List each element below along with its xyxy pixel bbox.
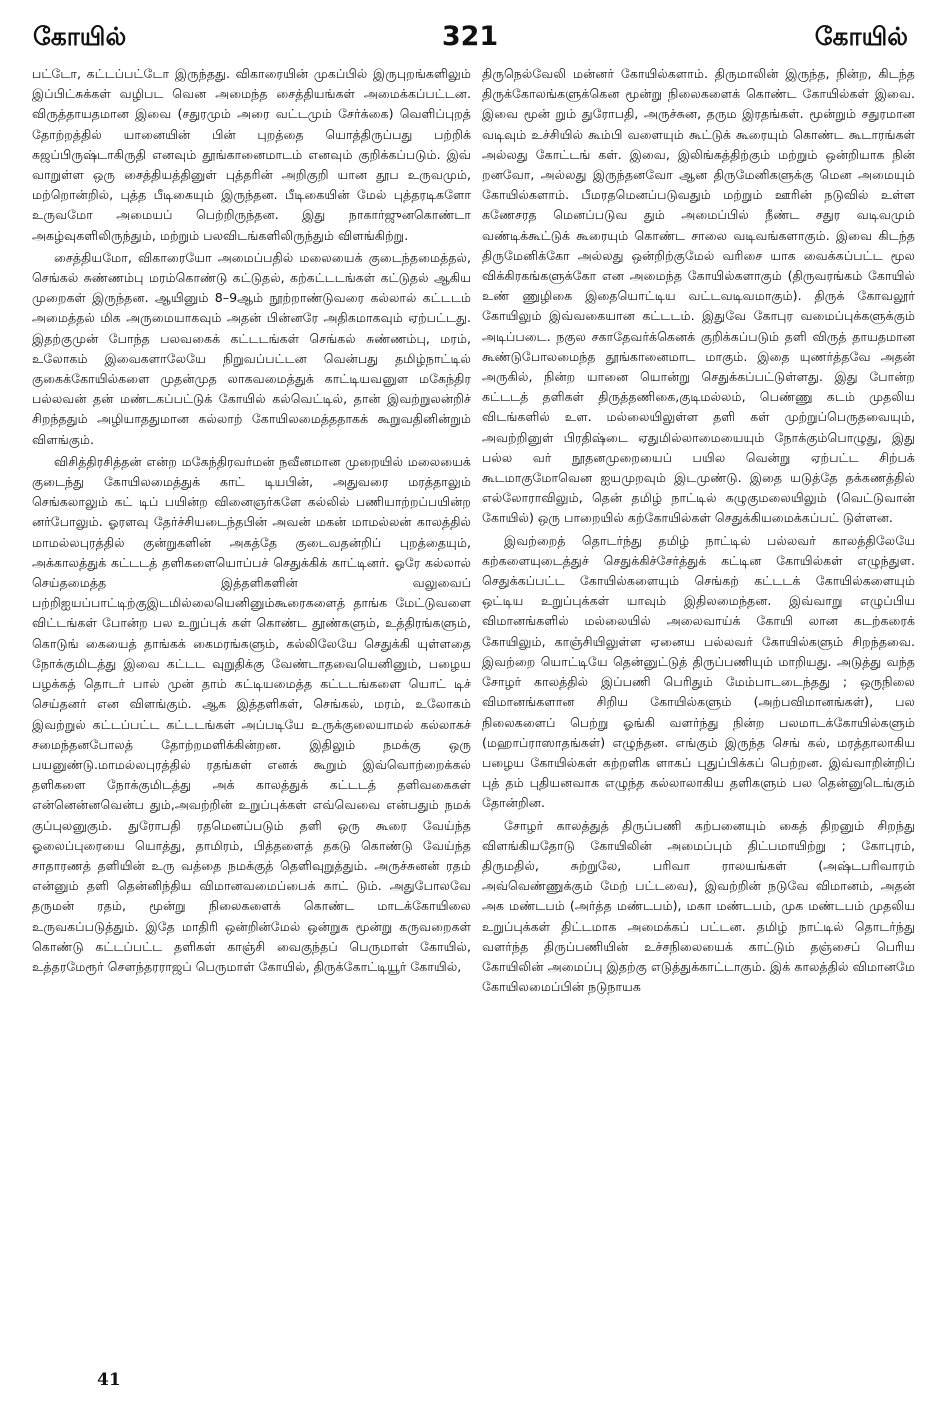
folio-number: 41 [97, 1370, 121, 1390]
running-head-right: கோயில் [814, 22, 908, 51]
paragraph: இவற்றைத் தொடர்ந்து தமிழ் நாட்டில் பல்லவர் காலத்திலேயே கற்களையுடைத்துச் செதுக்கிச்சேர்த்துக் கட்டின கோயில்கள் எழுந்துள. செதுக்கப்பட்ட கோயில்களையும் செங்கற் கட்டடக் கோயில்களையும் ஒட்டிய உறுப்புக்கள் யாவும் இதிலமைந்தன. இவ்வாறு எழுப்பிய விமானங்களில் மல்லையில் அலைவாய்க் கோயி லான கடற்கரைக் கோயிலும், காஞ்சியிலுள்ள ஏனைய பல்லவர் கோயில்களும் சிறந்தவை. இவற்றை யொட்டியே தென்னுட்டுத் திருப்பணியும் மாறியது. அடுத்து வந்த சோழர் காலத்தில் இப்பணி பெரிதும் மேம்பாடடைந்தது ; ஒருநிலை விமானங்களான சிறிய கோயில்களும் (அற்பவிமானங்கள்), பல நிலைகளைப் பெற்று ஓங்கி வளர்ந்து நின்ற பலமாடக்கோயில்களும் (மஹாப்ராஸாதங்கள்) எழுந்தன. எங்கும் இருந்த செங் கல், மரத்தாலாகிய பழைய கோயில்கள் கற்றளிக ளாகப் புதுப்பிக்கப் பெற்றன. இவ்வாறின்றிப் புத் தம் புதியனவாக எழுந்த கல்லாலாகிய தளிகளும் பல தென்னுடெங்கும் தோன்றின. [482, 532, 915, 811]
running-head-left: கோயில் [33, 22, 127, 51]
left-column [32, 64, 471, 1374]
paragraph: சைத்தியமோ, விகாரையோ அமைப்பதில் மலையைக் குடைந்தமைத்தல், செங்கல் சுண்ணம்பு மரம்கொண்டு கட்டுதல், கற்கட்டடங்கள் கட்டுதல் ஆகிய முறைகள் இருந்தன. ஆயினும் 8–9ஆம் நூற்றாண்டுவரை கல்லால் கட்டடம் அமைத்தல் மிக அருமையாகவும் அதன் பின்னரே அதிகமாகவும் ஏற்பட்டது. இதற்குமுன் போந்த பலவகைக் கட்டடங்கள் செங்கல் சுண்ணம்பு, மரம், உலோகம் இவைகளாலேயே நிறுவப்பட்டன வென்பது தமிழ்நாட்டில் குகைக்கோயில்களை முதன்முத லாகவமைத்துக் காட்டியவனுள மகேந்திர பல்லவன் தன் மண்டகப்பட்டுக் கோயில் கல்வெட்டில், தான் இவற்றுலன்றிச் சிறந்ததும் அழியாததுமான கல்லாற் கோயிலமைத்ததாகக் கூறுவதினின்றும் விளங்கும். [32, 249, 471, 447]
paragraph: விசித்திரசித்தன் என்ற மகேந்திரவர்மன் நவீனமான முறையில் மலையைக் குடைந்து கோயிலமைத்துக் காட் டியபின், அதுவரை மரத்தாலும் செங்கலாலும் கட் டிப் பயின்ற வினைஞர்களே கல்லில் பணியாற்றப்பயின்ற னர்போலும். ஓரளவு தேர்ச்சியடைந்தபின் அவன் மகன் மாமல்லன் காலத்தில் மாமல்லபுரத்தில் குன்றுகளின் அகத்தே குடைவதன்றிப் புறத்தையும், அக்காலத்துக் கட்டடத் தளிகளையொப்பச் செதுக்கிக் காட்டினர். ஓரே கல்லால் செய்தமைத்த இத்தளிகளின் வலுவைப் பற்றிஐயப்பாட்டிற்குஇடமில்லையெனினும்கூரைகளைத் தாங்க மேட்டுவளை விட்டங்கள் போன்ற பல உறுப்புக் கள் கொண்ட தூண்களும், உத்திரங்களும், கொடுங் கையைத் தாங்கக் கைமரங்களும், கல்லிலேயே செதுக்கி யுள்ளதை நோக்குமிடத்து இவை கட்டட வுறுதிக்கு வேண்டாதவையெனினும், பழைய பழக்கத் தொடர் பால் முன் தாம் கட்டியமைத்த கட்டடங்களை யொட் டிச் செய்தனர் என விளங்கும். ஆக இத்தளிகள், செங்கல், மரம், உலோகம் இவற்றுல் கட்டப்பட்ட கட்டடங்கள் அப்படியே உருக்குலையாமல் கல்லாகச் சமைந்தனபோலத் தோற்றமளிக்கின்றன. இதிலும் நமக்கு ஒரு பயனுண்டு.மாமல்லபுரத்தில் ரதங்கள் எனக் கூறும் இவ்வொற்றைக்கல் தளிகளை நோக்குமிடத்து அக் காலத்துக் கட்டடத் தளிவகைகள் என்னென்னவென்ப தும்,அவற்றின் உறுப்புக்கள் எவ்வெவை என்பதும் நமக் குப்புலனுகும். துரோபதி ரதமெனப்படும் தளி ஒரு கூரை வேய்ந்த ஓலைப்புரையை யொத்து, தாமிரம், பித்தளைத் தகடு கொண்டு வேய்ந்த சாதாரணத் தளியின் உரு வத்தை நமக்குத் தெளிவுறுத்தும். அருச்சுனன் ரதம் என்னும் தளி தென்னிந்திய விமானவமைப்பைக் காட் டும். அதுபோலவே தருமன் ரதம், மூன்று நிலைகளைக் கொண்ட மாடக்கோயிலை உருவகப்படுத்தும். இதே மாதிரி ஒன்றின்மேல் ஒன்றுக மூன்று கருவறைகள் கொண்டு கட்டப்பட்ட தளிகள் காஞ்சி வைகுந்தப் பெருமாள் கோயில், உத்தரமேரூர் சௌந்தரராஜப் பெருமாள் கோயில், திருக்கோட்டியூர் கோயில், [32, 453, 471, 974]
paragraph: பட்டோ, கட்டப்பட்டோ இருந்தது. விகாரையின் முகப்பில் இருபுறங்களிலும் இப்பிட்சுக்கள் வழிபட வென அமைந்த சைத்தியங்கள் அமைக்கப்பட்டன. விருத்தாயதமான இவை (சதுரமும் அரை வட்டமும் சேர்க்கை) வெளிப்புறத் தோற்றத்தில் யானையின் பின் புறத்தை யொத்திருப்பது பற்றிக் கஜப்பிருஷ்டாகிருதி எனவும் தூங்கானைமாடம் எனவும் குறிக்கப்படும். இவ் வாறுள்ள ஒரு சைத்தியத்தினுள் புத்தரின் அறிகுறி யான தூப உருவமும், மற்றொன்றில், புத்த பீடிகையும் இருந்தன. பீடிகையின் மேல் புத்தரடிகளோ உருவமோ அமையப் பெற்றிருந்தன. இது நாகார்ஜுனகொண்டா அகழ்வுகளிலிருந்தும், மற்றும் பலவிடங்களிலிருந்தும் விளங்கிற்று. [32, 66, 471, 243]
right-column [482, 64, 915, 1374]
page-number: 321 [441, 21, 499, 52]
paragraph: சோழர் காலத்துத் திருப்பணி கற்பனையும் கைத் திறனும் சிறந்து விளங்கியதோடு கோயிலின் அமைப்பும் திட்பமாயிற்று ; கோபுரம், திருமதில், சுற்றுலே, பரிவா ராலயங்கள் (அஷ்டபரிவாரம் அவ்வெண்ணுக்கும் மேற் பட்டவை), இவற்றின் நடுவே விமானம், அதன் அக மண்டபம் (அர்த்த மண்டபம்), மகா மண்டபம், முக மண்டபம் முதலிய உறுப்புக்கள் திட்டமாக அமைக்கப் பட்டன. தமிழ் நாட்டில் தொடர்ந்து வளர்ந்த திருப்பணியின் உச்சநிலையைக் காட்டும் தஞ்சைப் பெரிய கோயிலின் அமைப்பு இதற்கு எடுத்துக்காட்டாகும். இக் காலத்தில் விமானமே கோயிலமைப்பின் நடுநாயக [482, 817, 915, 995]
paragraph: திருநெல்வேலி மன்னர் கோயில்களாம். திருமாலின் இருந்த, நின்ற, கிடந்த திருக்கோலங்களுக்கென மூன்று நிலைகளைக் கொண்ட கோயில்கள் இவை. இவை மூன் றும் துரோபதி, அருச்சுன, தரும இரதங்கள். மூன்றும் சதுரமான வடிவும் உச்சியில் கூம்பி வளையும் கூட்டுக் கூரையும் கொண்ட கூடாரங்கள் அல்லது கோட்டங் கள். இவை, இலிங்கத்திற்கும் மற்றும் ஒன்றியாக நின் றனவோ, அல்லது இருந்தனவோ ஆன திருமேனிகளுக்கு மென அமையும் கோயில்களாம். பீமரதமெனப்படுவதும் மற்றும் ஊரின் நடுவில் உள்ள கணேசரத மெனப்படுவ தும் அமைப்பில் நீண்ட சதுர வடிவமும் வண்டிக்கூட்டுக் கூரையும் கொண்ட சாலை வடிவங்களாகும். இவை கிடந்த திருமேனிக்கோ அல்லது ஒன்றிற்குமேல் வரிசை யாக வைக்கப்பட்ட மூல விக்கிரகங்களுக்கோ என அமைந்த கோயில்களாகும் (திருவரங்கம் கோயில் உண் ணுழிகை இதையொட்டிய வட்டவடிவமாகும்). திருக் கோவலூர் கோயிலும் இவ்வகையான கட்டடம். இதுவே கோபுர வமைப்புக்களுக்கும் அடிப்படை. நகுல சகாதேவர்க்கெனக் குறிக்கப்படும் தளி விருத் தாயதமான கூண்டுபோலமைந்த தூங்கானைமாட மாகும். இதை யுணர்த்தவே அதன் அருகில், நின்ற யானை யொன்று செதுக்கப்பட்டுள்ளது. இது போன்ற கட்டடத் தளிகள் திருத்தணிகை,குடிமல்லம், பெண்ணு கடம் முதலிய விடங்களில் உள. மல்லையிலுள்ள தளி கள் முற்றுப்பெருதவையும், அவற்றினுள் பிரதிஷ்டை ஏதுமில்லாமையையும் நோக்கும்பொழுது, இது பல்ல வர் நூதனமுறையைப் பயில வென்று ஏற்பட்ட சிற்பக் கூடமாகுமோவென ஐயமுறவும் இடமுண்டு. இதை யடுத்தே தக்கணத்தில் எல்லோராவிலும், தென் தமிழ் நாட்டில் கழுகுமலையிலும் (வெட்டுவான் கோயில்) ஒரு பாறையில் கற்கோயில்கள் செதுக்கியமைக்கப்பட் டுள்ளன. [482, 66, 915, 526]
